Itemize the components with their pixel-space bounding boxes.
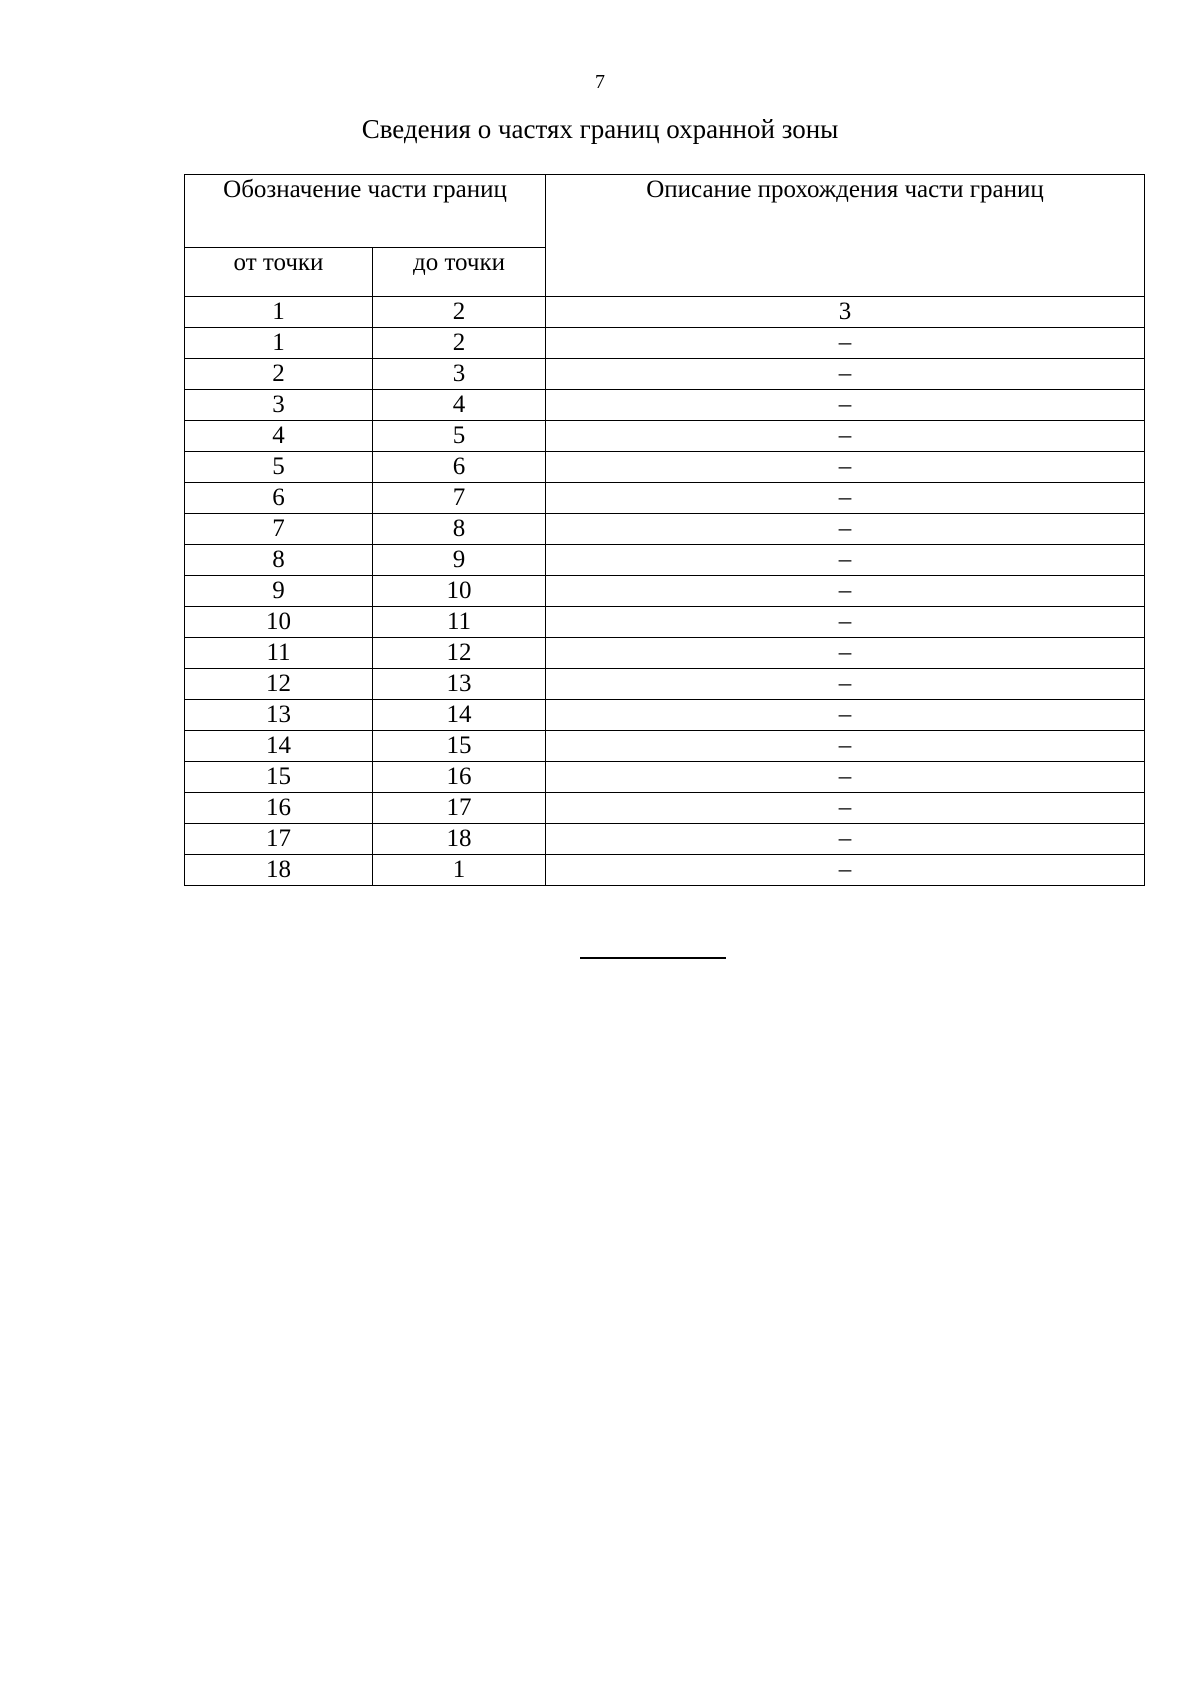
header-from-point: от точки [185,248,373,297]
table-row [185,421,1145,452]
cell-description: – [546,514,1145,545]
cell-from-point: 4 [185,421,373,452]
header-row-group [185,175,1145,248]
table-row [185,390,1145,421]
cell-description: – [546,421,1145,452]
cell-to-point: 5 [373,421,546,452]
page-number: 7 [595,71,605,93]
cell-to-point: 11 [373,607,546,638]
cell-from-point: 13 [185,700,373,731]
header-boundary-part-designation: Обозначение части границ [185,175,546,248]
cell-to-point: 15 [373,731,546,762]
cell-description: – [546,793,1145,824]
cell-description: – [546,700,1145,731]
cell-from-point: 1 [185,297,373,328]
table-header [185,175,1145,297]
cell-from-point: 5 [185,452,373,483]
cell-from-point: 11 [185,638,373,669]
cell-description: – [546,576,1145,607]
boundary-parts-table [184,174,1145,886]
cell-description: 3 [546,297,1145,328]
cell-to-point: 2 [373,297,546,328]
cell-description: – [546,359,1145,390]
table-row [185,607,1145,638]
table-row [185,359,1145,390]
table-row [185,700,1145,731]
cell-description: – [546,545,1145,576]
cell-description: – [546,669,1145,700]
cell-from-point: 14 [185,731,373,762]
cell-from-point: 1 [185,328,373,359]
table-row [185,638,1145,669]
cell-from-point: 7 [185,514,373,545]
cell-description: – [546,452,1145,483]
cell-to-point: 10 [373,576,546,607]
cell-description: – [546,824,1145,855]
cell-to-point: 3 [373,359,546,390]
cell-to-point: 6 [373,452,546,483]
cell-to-point: 1 [373,855,546,886]
cell-to-point: 9 [373,545,546,576]
cell-from-point: 6 [185,483,373,514]
cell-from-point: 15 [185,762,373,793]
cell-from-point: 10 [185,607,373,638]
cell-description: – [546,731,1145,762]
cell-from-point: 9 [185,576,373,607]
cell-from-point: 18 [185,855,373,886]
table-row [185,328,1145,359]
table-row [185,514,1145,545]
cell-from-point: 8 [185,545,373,576]
table-row [185,669,1145,700]
cell-to-point: 16 [373,762,546,793]
cell-description: – [546,855,1145,886]
cell-from-point: 16 [185,793,373,824]
table-row [185,452,1145,483]
cell-to-point: 8 [373,514,546,545]
cell-to-point: 2 [373,328,546,359]
table-row [185,483,1145,514]
cell-from-point: 17 [185,824,373,855]
cell-to-point: 4 [373,390,546,421]
cell-to-point: 13 [373,669,546,700]
header-boundary-part-description: Описание прохождения части границ [546,175,1145,297]
table-row [185,855,1145,886]
cell-to-point: 17 [373,793,546,824]
cell-to-point: 14 [373,700,546,731]
cell-from-point: 12 [185,669,373,700]
document-title: Сведения о частях границ охранной зоны [361,114,839,144]
table-row [185,731,1145,762]
cell-description: – [546,483,1145,514]
table-row [185,576,1145,607]
table-body [185,297,1145,886]
cell-description: – [546,638,1145,669]
table-row [185,297,1145,328]
cell-to-point: 18 [373,824,546,855]
header-to-point: до точки [373,248,546,297]
cell-description: – [546,328,1145,359]
cell-description: – [546,607,1145,638]
cell-description: – [546,762,1145,793]
end-of-document-line [580,957,726,959]
cell-from-point: 3 [185,390,373,421]
table-row [185,824,1145,855]
table-row [185,762,1145,793]
cell-from-point: 2 [185,359,373,390]
cell-to-point: 7 [373,483,546,514]
cell-to-point: 12 [373,638,546,669]
table-row [185,793,1145,824]
table-row [185,545,1145,576]
cell-description: – [546,390,1145,421]
